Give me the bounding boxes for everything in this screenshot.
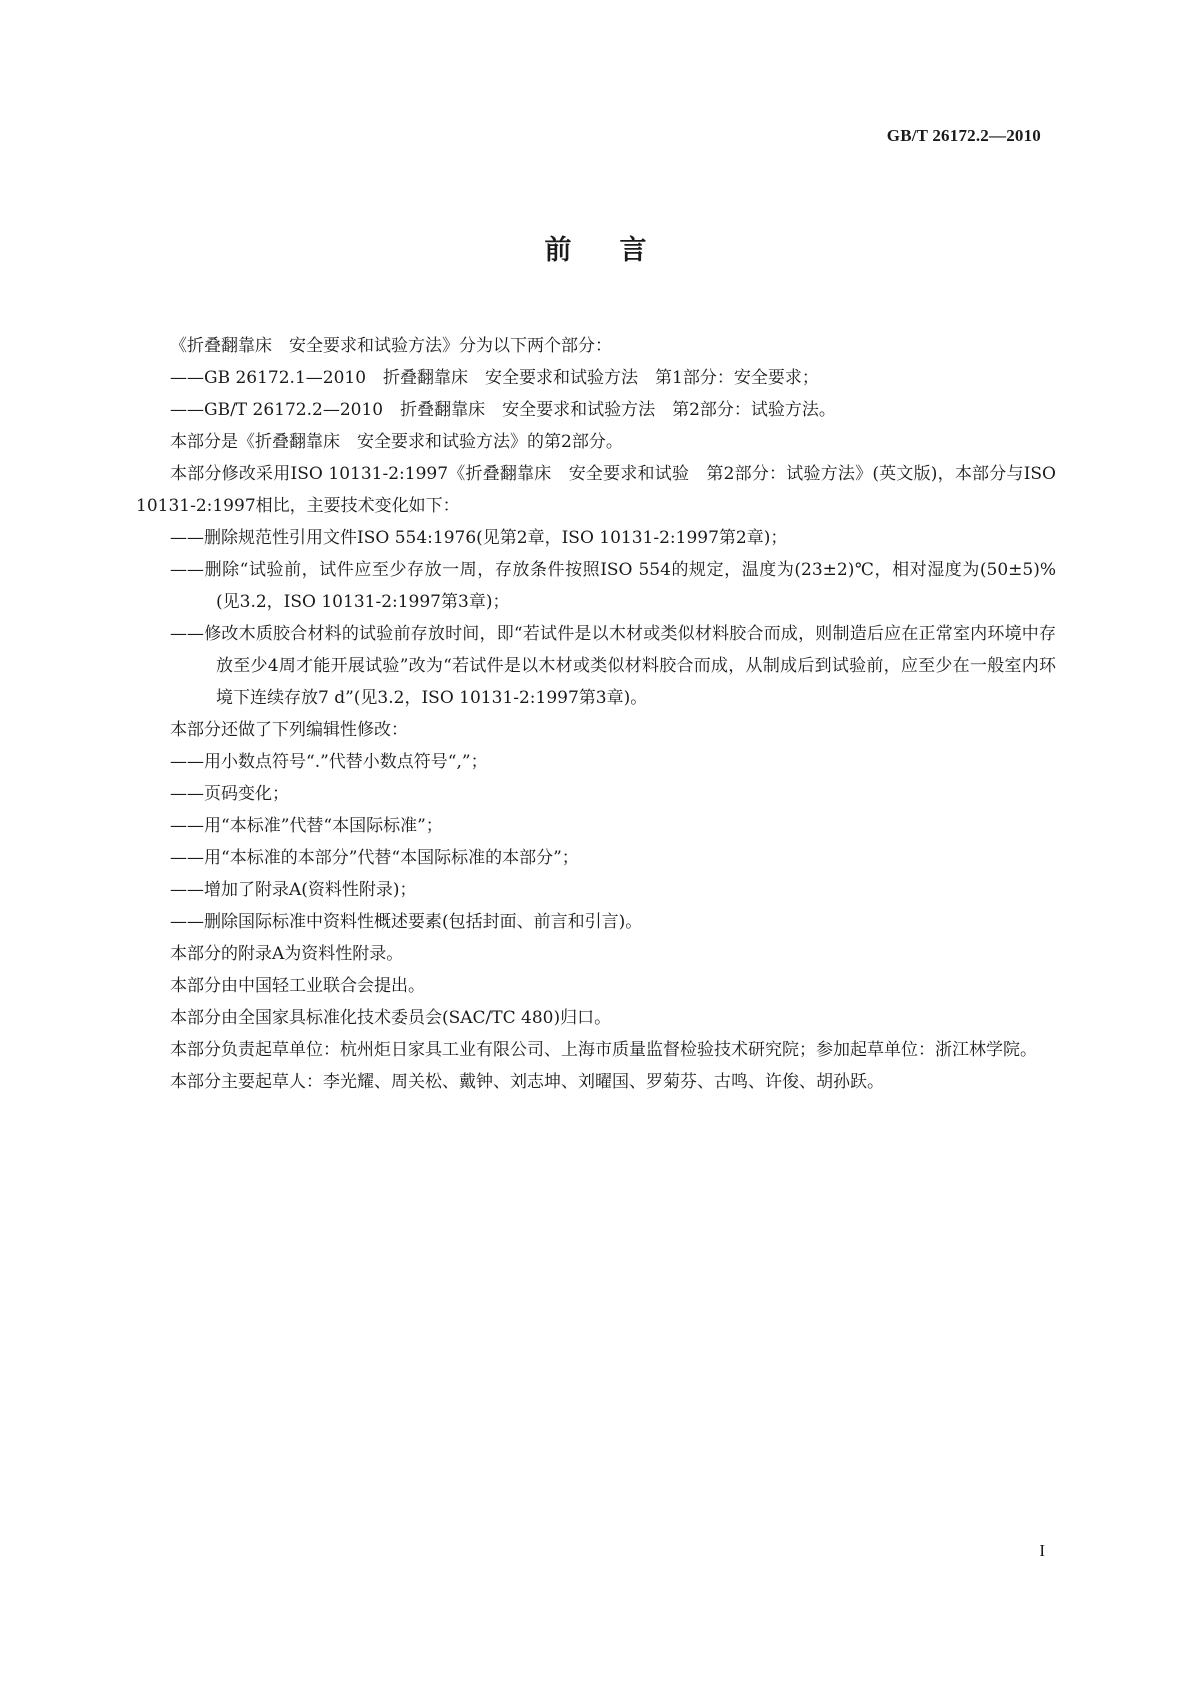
dash-item: ——删除国际标准中资料性概述要素(包括封面、前言和引言)。 [170, 912, 643, 932]
dash-item: ——用“本标准”代替“本国际标准”； [170, 816, 443, 836]
foreword-body [136, 330, 1062, 1098]
page-title: 前言 [544, 235, 695, 266]
dash-item: ——修改木质胶合材料的试验前存放时间，即“若试件是以木材或类似材料胶合而成，则制造后应在正常室内环境中存放至少4周才能开展试验”改为“若试件是以木材或类似材料胶合而成，从制成后到试验前，应至少在一般室内环境下连续存放7 d”(见3.2，ISO 10131-2:1997第3章)。 [170, 624, 1056, 708]
dash-item: ——用小数点符号“.”代替小数点符号“,”； [170, 752, 488, 772]
dash-item: ——删除规范性引用文件ISO 554:1976(见第2章，ISO 10131-2:1997第2章)； [170, 528, 788, 548]
dash-item: ——GB 26172.1—2010 折叠翻靠床 安全要求和试验方法 第1部分：安全要求； [170, 368, 819, 388]
dash-item: ——用“本标准的本部分”代替“本国际标准的本部分”； [170, 848, 579, 868]
paragraph: 本部分是《折叠翻靠床 安全要求和试验方法》的第2部分。 [170, 432, 623, 452]
standard-code: GB/T 26172.2—2010 [886, 126, 1041, 145]
dash-item: ——页码变化； [170, 784, 289, 804]
paragraph: 本部分修改采用ISO 10131-2:1997《折叠翻靠床 安全要求和试验 第2部分：试验方法》(英文版)，本部分与ISO 10131-2:1997相比，主要技术变化如下： [136, 464, 1062, 516]
paragraph: 本部分负责起草单位：杭州炬日家具工业有限公司、上海市质量监督检验技术研究院；参加起草单位：浙江林学院。 [170, 1040, 1037, 1060]
dash-item: ——增加了附录A(资料性附录)； [170, 880, 417, 900]
paragraph: 本部分由中国轻工业联合会提出。 [170, 976, 425, 996]
paragraph: 本部分主要起草人：李光耀、周关松、戴钟、刘志坤、刘曜国、罗菊芬、古鸣、许俊、胡孙跃。 [170, 1072, 884, 1092]
dash-item: ——GB/T 26172.2—2010 折叠翻靠床 安全要求和试验方法 第2部分：试验方法。 [170, 400, 836, 420]
paragraph: 《折叠翻靠床 安全要求和试验方法》分为以下两个部分： [170, 336, 612, 356]
page-number: I [1039, 1541, 1045, 1560]
paragraph: 本部分由全国家具标准化技术委员会(SAC/TC 480)归口。 [170, 1008, 612, 1028]
paragraph: 本部分还做了下列编辑性修改： [170, 720, 408, 740]
dash-item: ——删除“试验前，试件应至少存放一周，存放条件按照ISO 554的规定，温度为(23±2)℃，相对湿度为(50±5)%(见3.2，ISO 10131-2:1997第3章)； [170, 560, 1056, 612]
paragraph: 本部分的附录A为资料性附录。 [170, 944, 404, 964]
